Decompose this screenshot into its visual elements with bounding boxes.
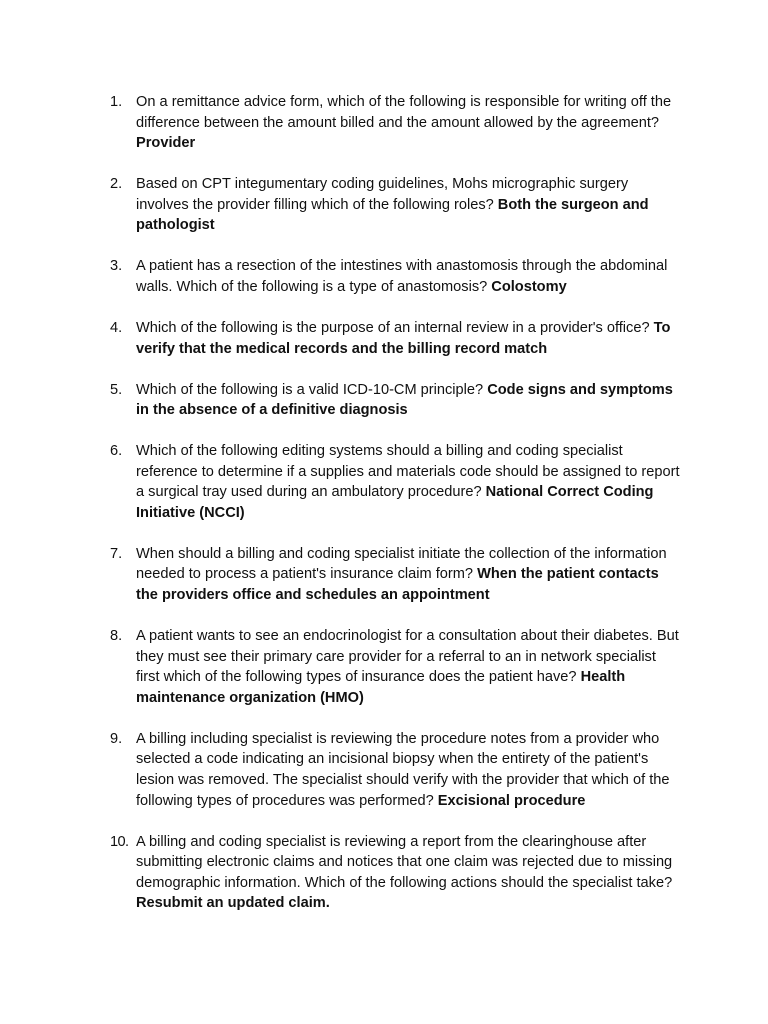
answer-text: To verify that the medical records and the billing record match: [136, 319, 671, 357]
question-item-10: [110, 832, 680, 914]
question-item-1: [110, 92, 680, 154]
question-body: [136, 174, 680, 236]
question-body: [136, 441, 680, 523]
question-body: [136, 256, 680, 297]
question-item-2: [110, 174, 680, 236]
question-body: [136, 544, 680, 606]
question-list: [110, 92, 680, 934]
answer-text: Code signs and symptoms in the absence of a definitive diagnosis: [136, 381, 673, 419]
question-body: [136, 380, 680, 421]
question-number: 4.: [110, 319, 123, 336]
question-item-7: [110, 544, 680, 606]
question-body: [136, 729, 680, 811]
question-text: A patient wants to see an endocrinologist for a consultation about their diabetes. But they must see their primary care provider for a referral to an in network specialist first which of the following types of insurance does the patient have?: [136, 628, 679, 686]
question-number: 2.: [110, 176, 123, 193]
answer-text: Colostomy: [491, 278, 567, 295]
question-item-5: [110, 380, 680, 421]
question-number: 8.: [110, 628, 123, 645]
question-text: Based on CPT integumentary coding guidelines, Mohs micrographic surgery involves the provider filling which of the following roles?: [136, 176, 629, 213]
question-item-3: [110, 256, 680, 297]
question-number: 7.: [110, 545, 123, 562]
answer-text: National Correct Coding Initiative (NCCI): [136, 484, 654, 521]
question-text: A billing and coding specialist is reviewing a report from the clearinghouse after submitting electronic claims and notices that one claim was rejected due to missing demographic information. Which of the following actions should the specialist take?: [136, 833, 673, 891]
question-item-6: [110, 441, 680, 523]
question-text: Which of the following is a valid ICD-10-CM principle?: [136, 381, 488, 398]
question-body: [136, 626, 680, 708]
question-number: 1.: [110, 94, 123, 110]
question-item-8: [110, 626, 680, 708]
answer-text: Health maintenance organization (HMO): [136, 669, 626, 706]
question-number: 6.: [110, 443, 123, 460]
answer-text: Excisional procedure: [437, 792, 586, 809]
question-text: A patient has a resection of the intestines with anastomosis through the abdominal walls. Which of the following is a type of anastomosis?: [136, 258, 668, 295]
question-item-9: [110, 729, 680, 811]
question-text: Which of the following editing systems should a billing and coding specialist reference to determine if a supplies and materials code should be assigned to report a surgical tray used during an ambulatory procedure?: [136, 443, 680, 501]
question-number: 9.: [110, 730, 123, 747]
question-body: [136, 92, 680, 154]
question-item-4: [110, 318, 680, 359]
question-number: 3.: [110, 258, 123, 275]
question-number: 10.: [110, 833, 129, 850]
question-text: On a remittance advice form, which of the following is responsible for writing off the difference between the amount billed and the amount allowed by the agreement?: [136, 94, 672, 131]
answer-text: Provider: [136, 135, 196, 152]
answer-text: Both the surgeon and pathologist: [136, 196, 649, 234]
question-number: 5.: [110, 381, 123, 398]
question-text: When should a billing and coding specialist initiate the collection of the information needed to process a patient's insurance claim form?: [136, 545, 667, 583]
question-body: [136, 832, 680, 914]
question-text: Which of the following is the purpose of an internal review in a provider's office?: [136, 319, 654, 336]
answer-text: Resubmit an updated claim.: [136, 895, 330, 912]
question-text: A billing including specialist is reviewing the procedure notes from a provider who selected a code indicating an incisional biopsy when the entirety of the patient's lesion was removed. The specialist should verify with the provider that which of the following types of procedures was performed?: [136, 730, 670, 809]
question-body: [136, 318, 680, 359]
answer-text: When the patient contacts the providers office and schedules an appointment: [136, 566, 659, 604]
